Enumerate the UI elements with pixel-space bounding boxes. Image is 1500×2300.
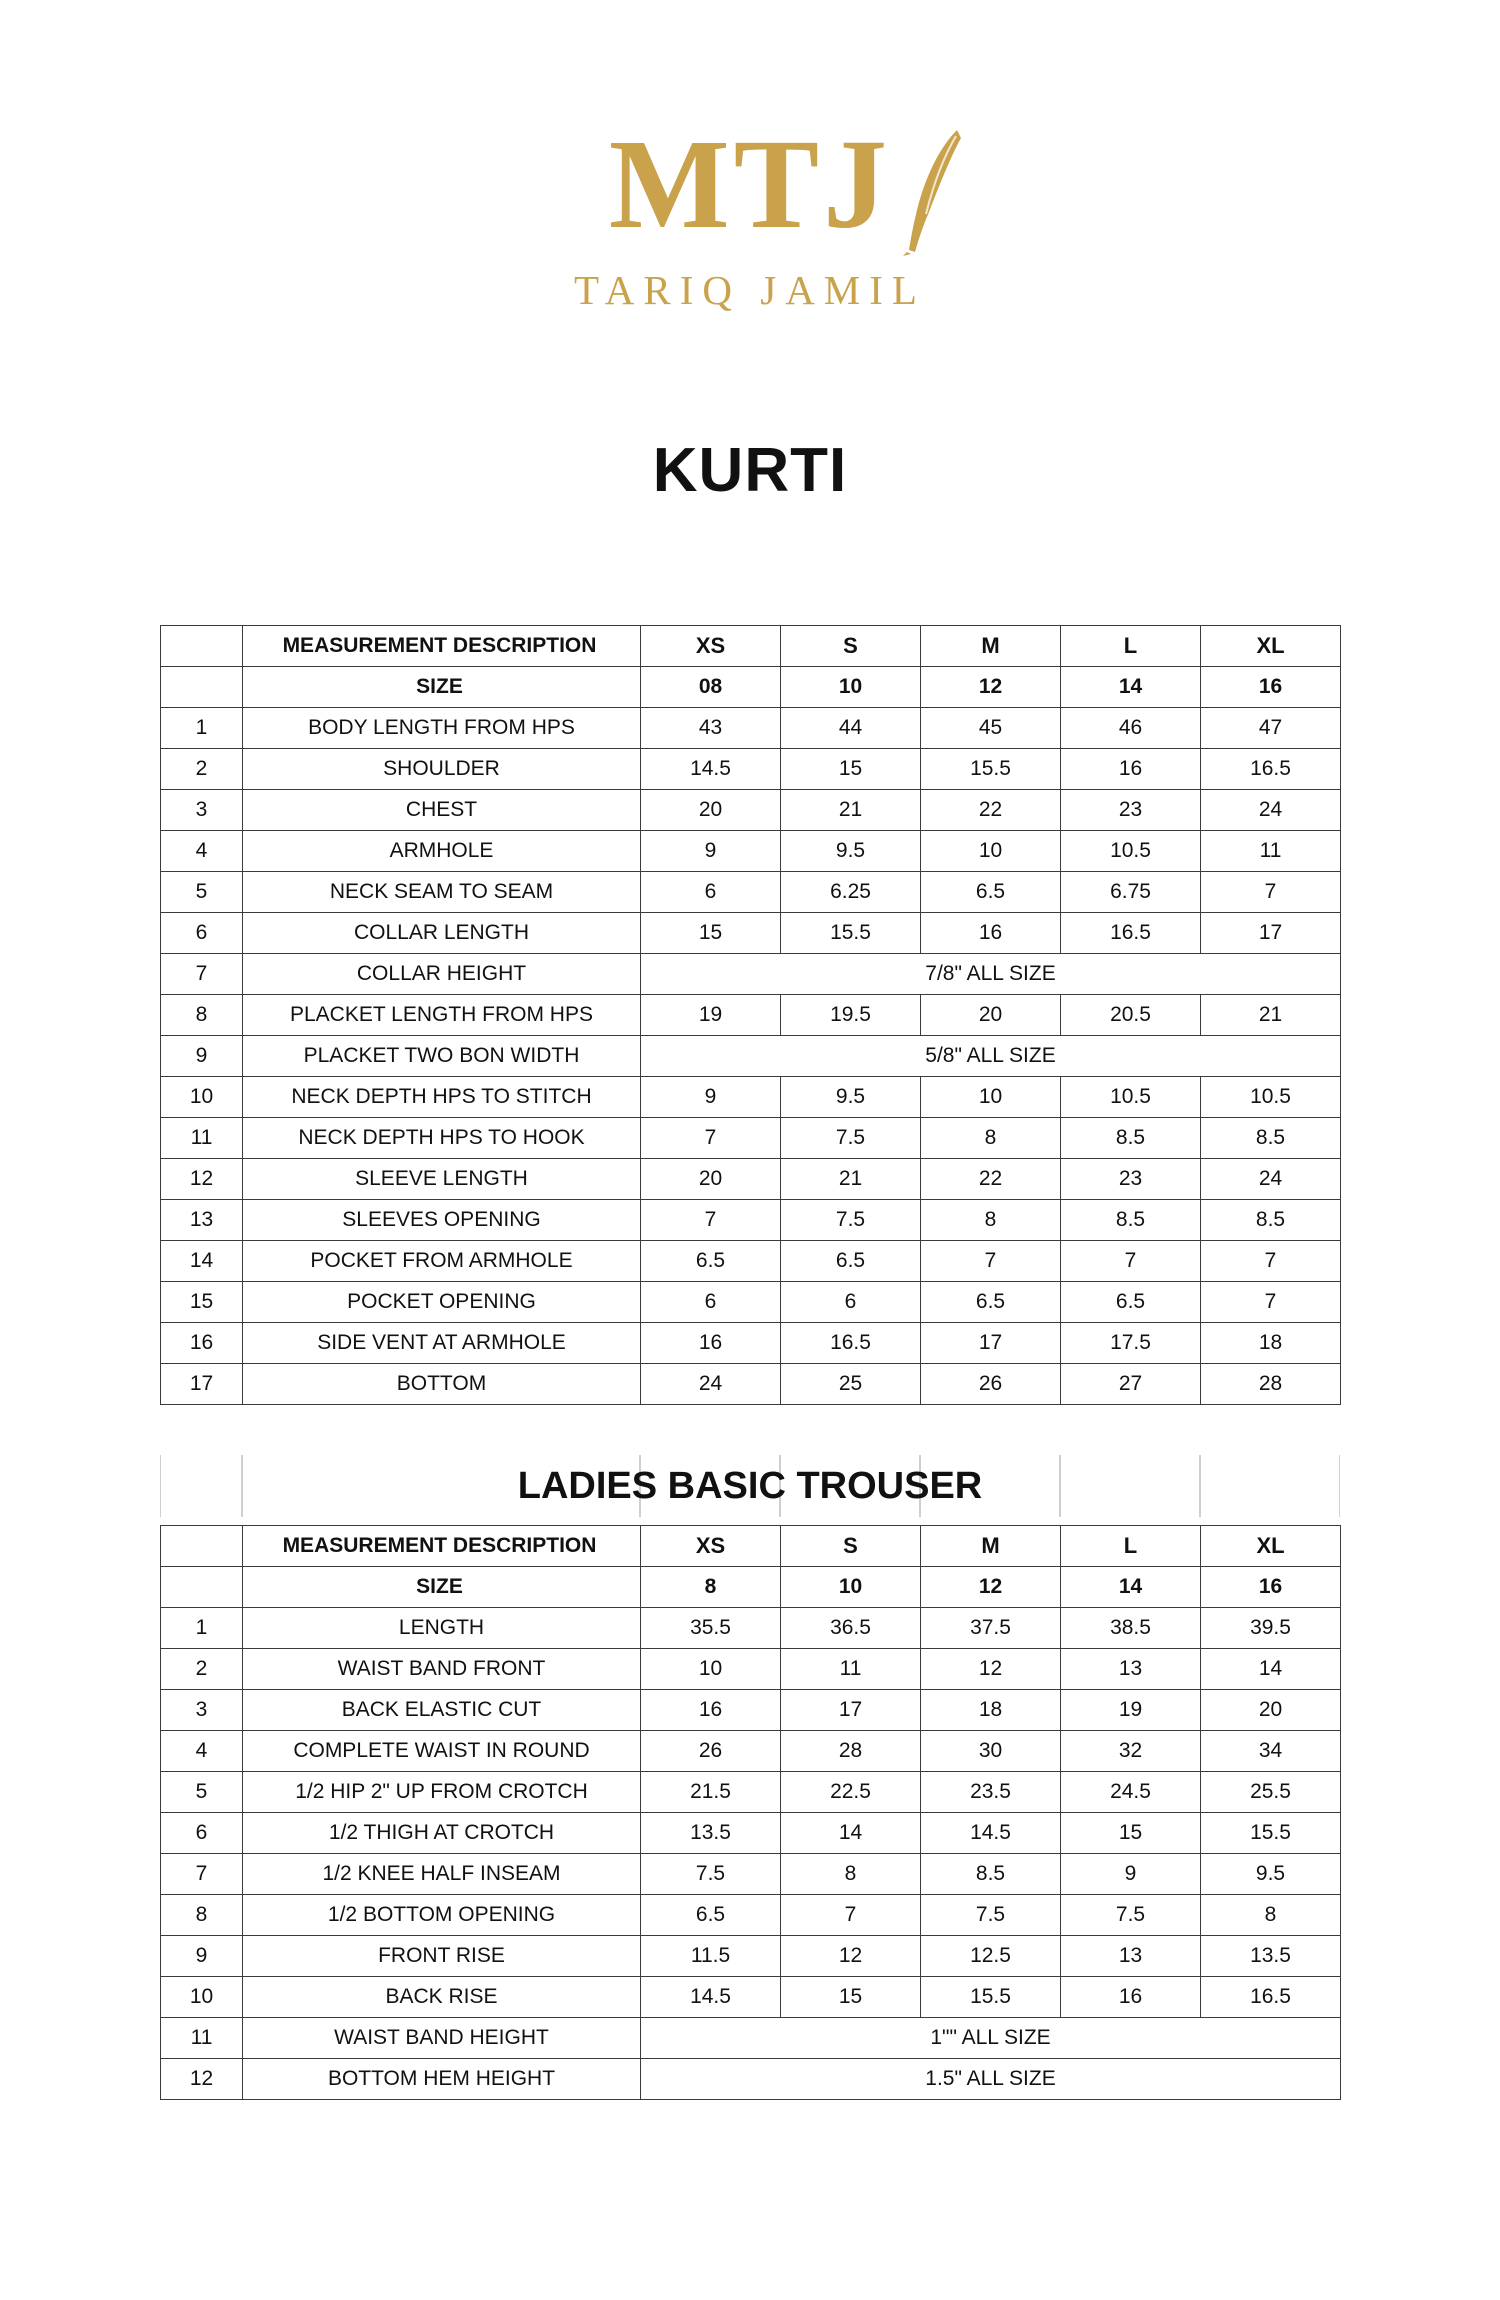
trouser-header-index xyxy=(161,1526,243,1567)
row-description: POCKET FROM ARMHOLE xyxy=(243,1241,641,1282)
kurti-measurement-table xyxy=(160,625,1340,1405)
row-value: 12 xyxy=(781,1936,921,1977)
row-all-size-note: 7/8" ALL SIZE xyxy=(641,954,1341,995)
row-value: 13.5 xyxy=(1201,1936,1341,1977)
row-value: 8.5 xyxy=(1061,1200,1201,1241)
row-number: 6 xyxy=(161,1813,243,1854)
trouser-size-value: 14 xyxy=(1061,1567,1201,1608)
row-description: COLLAR HEIGHT xyxy=(243,954,641,995)
row-number: 3 xyxy=(161,1690,243,1731)
row-value: 20 xyxy=(641,790,781,831)
row-value: 8.5 xyxy=(1201,1118,1341,1159)
row-description: NECK SEAM TO SEAM xyxy=(243,872,641,913)
row-value: 10 xyxy=(921,831,1061,872)
row-value: 16.5 xyxy=(1061,913,1201,954)
row-value: 7.5 xyxy=(921,1895,1061,1936)
kurti-size-value: 16 xyxy=(1201,667,1341,708)
row-number: 15 xyxy=(161,1282,243,1323)
row-value: 10.5 xyxy=(1061,1077,1201,1118)
trouser-size-value: 12 xyxy=(921,1567,1061,1608)
row-value: 32 xyxy=(1061,1731,1201,1772)
row-value: 22.5 xyxy=(781,1772,921,1813)
table-row xyxy=(161,1772,1341,1813)
row-value: 7 xyxy=(641,1200,781,1241)
row-description: COMPLETE WAIST IN ROUND xyxy=(243,1731,641,1772)
trouser-header-size-xl: XL xyxy=(1201,1526,1341,1567)
row-number: 8 xyxy=(161,1895,243,1936)
row-number: 13 xyxy=(161,1200,243,1241)
row-value: 8 xyxy=(921,1200,1061,1241)
row-value: 15 xyxy=(1061,1813,1201,1854)
row-value: 44 xyxy=(781,708,921,749)
row-number: 4 xyxy=(161,831,243,872)
row-number: 1 xyxy=(161,708,243,749)
table-row xyxy=(161,1731,1341,1772)
table-row xyxy=(161,1608,1341,1649)
row-description: SLEEVE LENGTH xyxy=(243,1159,641,1200)
row-value: 15.5 xyxy=(921,1977,1061,2018)
row-value: 10.5 xyxy=(1061,831,1201,872)
table-row xyxy=(161,749,1341,790)
row-description: 1/2 HIP 2" UP FROM CROTCH xyxy=(243,1772,641,1813)
row-number: 5 xyxy=(161,872,243,913)
row-value: 17 xyxy=(781,1690,921,1731)
kurti-size-value: 12 xyxy=(921,667,1061,708)
row-description: SLEEVES OPENING xyxy=(243,1200,641,1241)
row-number: 12 xyxy=(161,1159,243,1200)
row-value: 30 xyxy=(921,1731,1061,1772)
table-row xyxy=(161,790,1341,831)
row-number: 10 xyxy=(161,1977,243,2018)
row-value: 8.5 xyxy=(1061,1118,1201,1159)
kurti-header-description: MEASUREMENT DESCRIPTION xyxy=(243,626,641,667)
trouser-section-title: LADIES BASIC TROUSER xyxy=(517,1465,983,1507)
table-row xyxy=(161,1364,1341,1405)
row-description: LENGTH xyxy=(243,1608,641,1649)
table-row xyxy=(161,1118,1341,1159)
row-value: 7.5 xyxy=(781,1118,921,1159)
row-value: 16 xyxy=(641,1690,781,1731)
row-value: 15 xyxy=(781,1977,921,2018)
row-value: 13 xyxy=(1061,1649,1201,1690)
row-value: 9.5 xyxy=(1201,1854,1341,1895)
row-value: 8 xyxy=(921,1118,1061,1159)
row-value: 38.5 xyxy=(1061,1608,1201,1649)
kurti-header-size-xs: XS xyxy=(641,626,781,667)
table-row xyxy=(161,1159,1341,1200)
row-description: NECK DEPTH HPS TO STITCH xyxy=(243,1077,641,1118)
row-value: 7.5 xyxy=(781,1200,921,1241)
row-value: 15.5 xyxy=(921,749,1061,790)
row-value: 16 xyxy=(1061,1977,1201,2018)
row-value: 7 xyxy=(921,1241,1061,1282)
table-row xyxy=(161,995,1341,1036)
table-row xyxy=(161,2018,1341,2059)
trouser-size-value: 16 xyxy=(1201,1567,1341,1608)
row-value: 7.5 xyxy=(641,1854,781,1895)
row-description: SIDE VENT AT ARMHOLE xyxy=(243,1323,641,1364)
row-value: 45 xyxy=(921,708,1061,749)
feather-icon xyxy=(899,126,969,256)
row-description: 1/2 THIGH AT CROTCH xyxy=(243,1813,641,1854)
row-value: 20 xyxy=(641,1159,781,1200)
row-value: 18 xyxy=(1201,1323,1341,1364)
row-number: 17 xyxy=(161,1364,243,1405)
row-value: 8.5 xyxy=(1201,1200,1341,1241)
logo-wordmark: MTJ xyxy=(608,113,892,255)
row-value: 8 xyxy=(781,1854,921,1895)
row-value: 47 xyxy=(1201,708,1341,749)
row-value: 9.5 xyxy=(781,1077,921,1118)
trouser-header-size-xs: XS xyxy=(641,1526,781,1567)
row-number: 16 xyxy=(161,1323,243,1364)
row-value: 26 xyxy=(921,1364,1061,1405)
row-value: 14.5 xyxy=(921,1813,1061,1854)
trouser-title-band xyxy=(160,1455,1340,1517)
row-value: 12 xyxy=(921,1649,1061,1690)
row-value: 15.5 xyxy=(781,913,921,954)
row-value: 24 xyxy=(641,1364,781,1405)
row-value: 20 xyxy=(1201,1690,1341,1731)
row-value: 16 xyxy=(641,1323,781,1364)
row-description: BACK ELASTIC CUT xyxy=(243,1690,641,1731)
row-description: BODY LENGTH FROM HPS xyxy=(243,708,641,749)
row-value: 14 xyxy=(1201,1649,1341,1690)
row-value: 7 xyxy=(1061,1241,1201,1282)
row-value: 35.5 xyxy=(641,1608,781,1649)
row-value: 15.5 xyxy=(1201,1813,1341,1854)
row-number: 2 xyxy=(161,1649,243,1690)
row-number: 3 xyxy=(161,790,243,831)
row-value: 18 xyxy=(921,1690,1061,1731)
row-description: CHEST xyxy=(243,790,641,831)
kurti-header-size-xl: XL xyxy=(1201,626,1341,667)
row-value: 16.5 xyxy=(1201,1977,1341,2018)
table-row xyxy=(161,1649,1341,1690)
row-value: 23 xyxy=(1061,790,1201,831)
row-all-size-note: 1.5" ALL SIZE xyxy=(641,2059,1341,2100)
trouser-size-row-index xyxy=(161,1567,243,1608)
trouser-header-size-s: S xyxy=(781,1526,921,1567)
row-value: 9 xyxy=(641,831,781,872)
kurti-size-value: 14 xyxy=(1061,667,1201,708)
row-value: 6.25 xyxy=(781,872,921,913)
trouser-header-size-m: M xyxy=(921,1526,1061,1567)
row-value: 7 xyxy=(1201,1282,1341,1323)
row-value: 25 xyxy=(781,1364,921,1405)
row-number: 9 xyxy=(161,1936,243,1977)
row-number: 10 xyxy=(161,1077,243,1118)
row-value: 22 xyxy=(921,790,1061,831)
trouser-size-label: SIZE xyxy=(243,1567,641,1608)
row-value: 24.5 xyxy=(1061,1772,1201,1813)
row-value: 14.5 xyxy=(641,749,781,790)
row-value: 15 xyxy=(641,913,781,954)
row-value: 21.5 xyxy=(641,1772,781,1813)
kurti-size-row xyxy=(161,667,1341,708)
table-row xyxy=(161,1854,1341,1895)
kurti-size-label: SIZE xyxy=(243,667,641,708)
row-value: 27 xyxy=(1061,1364,1201,1405)
row-value: 14.5 xyxy=(641,1977,781,2018)
row-value: 8.5 xyxy=(921,1854,1061,1895)
table-row xyxy=(161,1323,1341,1364)
table-row xyxy=(161,831,1341,872)
row-value: 6.5 xyxy=(921,872,1061,913)
row-value: 10.5 xyxy=(1201,1077,1341,1118)
table-row xyxy=(161,1200,1341,1241)
row-value: 34 xyxy=(1201,1731,1341,1772)
row-value: 7.5 xyxy=(1061,1895,1201,1936)
row-number: 2 xyxy=(161,749,243,790)
row-value: 17 xyxy=(1201,913,1341,954)
row-value: 11 xyxy=(781,1649,921,1690)
row-value: 6.5 xyxy=(641,1241,781,1282)
row-value: 6.5 xyxy=(641,1895,781,1936)
row-value: 16.5 xyxy=(781,1323,921,1364)
row-value: 20 xyxy=(921,995,1061,1036)
row-number: 7 xyxy=(161,954,243,995)
row-description: POCKET OPENING xyxy=(243,1282,641,1323)
row-value: 28 xyxy=(781,1731,921,1772)
row-value: 24 xyxy=(1201,790,1341,831)
row-all-size-note: 5/8" ALL SIZE xyxy=(641,1036,1341,1077)
row-value: 6.5 xyxy=(921,1282,1061,1323)
row-value: 37.5 xyxy=(921,1608,1061,1649)
row-value: 15 xyxy=(781,749,921,790)
row-value: 10 xyxy=(921,1077,1061,1118)
kurti-header-size-s: S xyxy=(781,626,921,667)
row-description: PLACKET TWO BON WIDTH xyxy=(243,1036,641,1077)
row-description: 1/2 BOTTOM OPENING xyxy=(243,1895,641,1936)
table-row xyxy=(161,954,1341,995)
row-number: 9 xyxy=(161,1036,243,1077)
row-value: 16 xyxy=(921,913,1061,954)
brand-logo xyxy=(0,113,1500,314)
row-value: 6.5 xyxy=(1061,1282,1201,1323)
row-value: 19 xyxy=(641,995,781,1036)
row-description: COLLAR LENGTH xyxy=(243,913,641,954)
table-row xyxy=(161,1036,1341,1077)
row-number: 8 xyxy=(161,995,243,1036)
row-description: BOTTOM HEM HEIGHT xyxy=(243,2059,641,2100)
row-all-size-note: 1"" ALL SIZE xyxy=(641,2018,1341,2059)
row-value: 9 xyxy=(641,1077,781,1118)
row-value: 11.5 xyxy=(641,1936,781,1977)
table-row xyxy=(161,872,1341,913)
row-value: 21 xyxy=(781,1159,921,1200)
trouser-header-description: MEASUREMENT DESCRIPTION xyxy=(243,1526,641,1567)
row-value: 9.5 xyxy=(781,831,921,872)
table-row xyxy=(161,913,1341,954)
row-value: 22 xyxy=(921,1159,1061,1200)
table-row xyxy=(161,1077,1341,1118)
row-number: 1 xyxy=(161,1608,243,1649)
row-value: 17.5 xyxy=(1061,1323,1201,1364)
trouser-header-size-l: L xyxy=(1061,1526,1201,1567)
row-value: 25.5 xyxy=(1201,1772,1341,1813)
row-value: 19 xyxy=(1061,1690,1201,1731)
row-number: 11 xyxy=(161,1118,243,1159)
row-number: 5 xyxy=(161,1772,243,1813)
row-value: 24 xyxy=(1201,1159,1341,1200)
logo-subtitle: TARIQ JAMIL xyxy=(574,267,926,313)
table-row xyxy=(161,708,1341,749)
table-row xyxy=(161,1977,1341,2018)
row-number: 6 xyxy=(161,913,243,954)
row-value: 10 xyxy=(641,1649,781,1690)
row-value: 6.5 xyxy=(781,1241,921,1282)
row-number: 14 xyxy=(161,1241,243,1282)
row-value: 21 xyxy=(781,790,921,831)
row-value: 7 xyxy=(1201,872,1341,913)
row-description: ARMHOLE xyxy=(243,831,641,872)
row-value: 23 xyxy=(1061,1159,1201,1200)
row-value: 26 xyxy=(641,1731,781,1772)
row-value: 7 xyxy=(781,1895,921,1936)
row-value: 39.5 xyxy=(1201,1608,1341,1649)
row-value: 8 xyxy=(1201,1895,1341,1936)
row-value: 19.5 xyxy=(781,995,921,1036)
row-value: 6 xyxy=(641,1282,781,1323)
row-value: 11 xyxy=(1201,831,1341,872)
row-value: 14 xyxy=(781,1813,921,1854)
trouser-measurement-table xyxy=(160,1525,1340,2100)
page-title: KURTI xyxy=(652,436,848,505)
kurti-size-row-index xyxy=(161,667,243,708)
row-value: 28 xyxy=(1201,1364,1341,1405)
table-row xyxy=(161,1282,1341,1323)
row-value: 23.5 xyxy=(921,1772,1061,1813)
row-number: 4 xyxy=(161,1731,243,1772)
row-value: 46 xyxy=(1061,708,1201,749)
table-row xyxy=(161,1813,1341,1854)
table-gap xyxy=(160,1420,1340,1454)
row-value: 6 xyxy=(781,1282,921,1323)
row-number: 11 xyxy=(161,2018,243,2059)
row-value: 16 xyxy=(1061,749,1201,790)
table-row xyxy=(161,1936,1341,1977)
row-number: 12 xyxy=(161,2059,243,2100)
table-row xyxy=(161,1690,1341,1731)
row-description: FRONT RISE xyxy=(243,1936,641,1977)
trouser-size-value: 10 xyxy=(781,1567,921,1608)
row-value: 6.75 xyxy=(1061,872,1201,913)
row-value: 43 xyxy=(641,708,781,749)
row-value: 13 xyxy=(1061,1936,1201,1977)
row-number: 7 xyxy=(161,1854,243,1895)
row-description: WAIST BAND FRONT xyxy=(243,1649,641,1690)
row-description: SHOULDER xyxy=(243,749,641,790)
row-description: BOTTOM xyxy=(243,1364,641,1405)
row-description: WAIST BAND HEIGHT xyxy=(243,2018,641,2059)
kurti-header-size-l: L xyxy=(1061,626,1201,667)
trouser-size-row xyxy=(161,1567,1341,1608)
row-value: 20.5 xyxy=(1061,995,1201,1036)
table-row xyxy=(161,2059,1341,2100)
kurti-size-value: 10 xyxy=(781,667,921,708)
table-row xyxy=(161,1895,1341,1936)
row-value: 16.5 xyxy=(1201,749,1341,790)
row-value: 36.5 xyxy=(781,1608,921,1649)
row-description: NECK DEPTH HPS TO HOOK xyxy=(243,1118,641,1159)
row-value: 17 xyxy=(921,1323,1061,1364)
row-description: 1/2 KNEE HALF INSEAM xyxy=(243,1854,641,1895)
row-value: 7 xyxy=(1201,1241,1341,1282)
kurti-header-index xyxy=(161,626,243,667)
row-description: BACK RISE xyxy=(243,1977,641,2018)
kurti-size-value: 08 xyxy=(641,667,781,708)
logo-mark xyxy=(608,113,892,255)
row-value: 13.5 xyxy=(641,1813,781,1854)
row-value: 6 xyxy=(641,872,781,913)
kurti-header-size-m: M xyxy=(921,626,1061,667)
row-value: 7 xyxy=(641,1118,781,1159)
row-description: PLACKET LENGTH FROM HPS xyxy=(243,995,641,1036)
kurti-header-row xyxy=(161,626,1341,667)
table-row xyxy=(161,1241,1341,1282)
trouser-header-row xyxy=(161,1526,1341,1567)
row-value: 12.5 xyxy=(921,1936,1061,1977)
row-value: 21 xyxy=(1201,995,1341,1036)
row-value: 9 xyxy=(1061,1854,1201,1895)
trouser-size-value: 8 xyxy=(641,1567,781,1608)
